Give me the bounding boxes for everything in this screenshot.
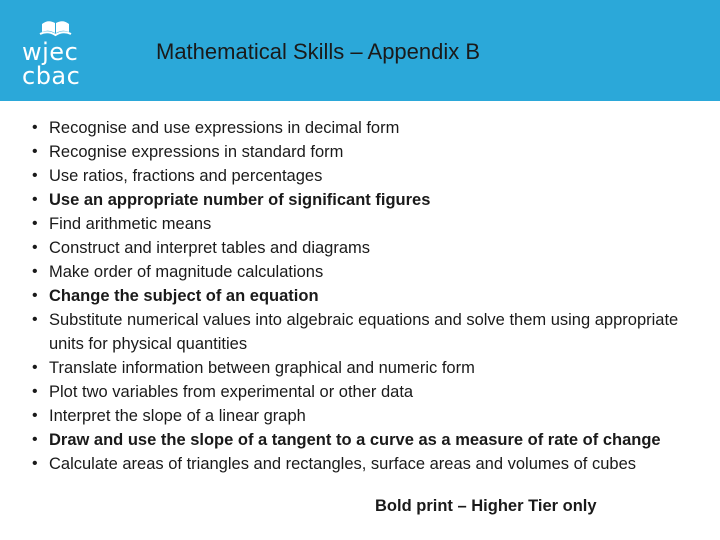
logo-text-wjec: wjec — [22, 38, 79, 66]
skill-item — [0, 284, 720, 308]
bullet-icon: • — [32, 167, 38, 184]
bullet-icon: • — [32, 215, 38, 232]
skills-list — [0, 116, 720, 476]
bullet-icon: • — [32, 287, 38, 304]
skill-text: Change the subject of an equation — [49, 287, 319, 305]
header-bar — [0, 0, 720, 101]
skill-text: Calculate areas of triangles and rectangles, surface areas and volumes of cubes — [49, 455, 636, 473]
footnote: Bold print – Higher Tier only — [375, 497, 597, 515]
skill-item — [0, 308, 720, 356]
bullet-icon: • — [32, 263, 38, 280]
skill-item — [0, 260, 720, 284]
skill-text: Recognise and use expressions in decimal form — [49, 119, 400, 137]
skill-text: Use an appropriate number of significant figures — [49, 191, 431, 209]
skill-item — [0, 164, 720, 188]
skill-item — [0, 116, 720, 140]
bullet-icon: • — [32, 407, 38, 424]
wjec-cbac-logo — [20, 14, 92, 90]
skill-text: Interpret the slope of a linear graph — [49, 407, 306, 425]
bullet-icon: • — [32, 455, 38, 472]
skill-text: Translate information between graphical and numeric form — [49, 359, 475, 377]
bullet-icon: • — [32, 143, 38, 160]
page-title: Mathematical Skills – Appendix B — [156, 39, 481, 64]
skill-item — [0, 188, 720, 212]
logo-text-cbac: cbac — [22, 62, 81, 90]
bullet-icon: • — [32, 239, 38, 256]
skill-item — [0, 452, 720, 476]
skill-item — [0, 356, 720, 380]
bullet-icon: • — [32, 191, 38, 208]
skill-text: Use ratios, fractions and percentages — [49, 167, 323, 185]
bullet-icon: • — [32, 383, 38, 400]
book-icon — [20, 14, 92, 38]
skill-item — [0, 404, 720, 428]
skill-text: Find arithmetic means — [49, 215, 212, 233]
skill-text: Plot two variables from experimental or other data — [49, 383, 414, 401]
skill-item — [0, 380, 720, 404]
skill-text: Recognise expressions in standard form — [49, 143, 344, 161]
bullet-icon: • — [32, 119, 38, 136]
skill-item — [0, 212, 720, 236]
skill-text: Draw and use the slope of a tangent to a curve as a measure of rate of change — [49, 431, 661, 449]
bullet-icon: • — [32, 311, 38, 328]
skill-item — [0, 236, 720, 260]
skill-item — [0, 428, 720, 452]
skill-text: Construct and interpret tables and diagrams — [49, 239, 371, 257]
bullet-icon: • — [32, 431, 38, 448]
skill-item — [0, 140, 720, 164]
bullet-icon: • — [32, 359, 38, 376]
skill-text: Substitute numerical values into algebraic equations and solve them using appropriate units for physical quantities — [49, 311, 679, 353]
skill-text: Make order of magnitude calculations — [49, 263, 324, 281]
